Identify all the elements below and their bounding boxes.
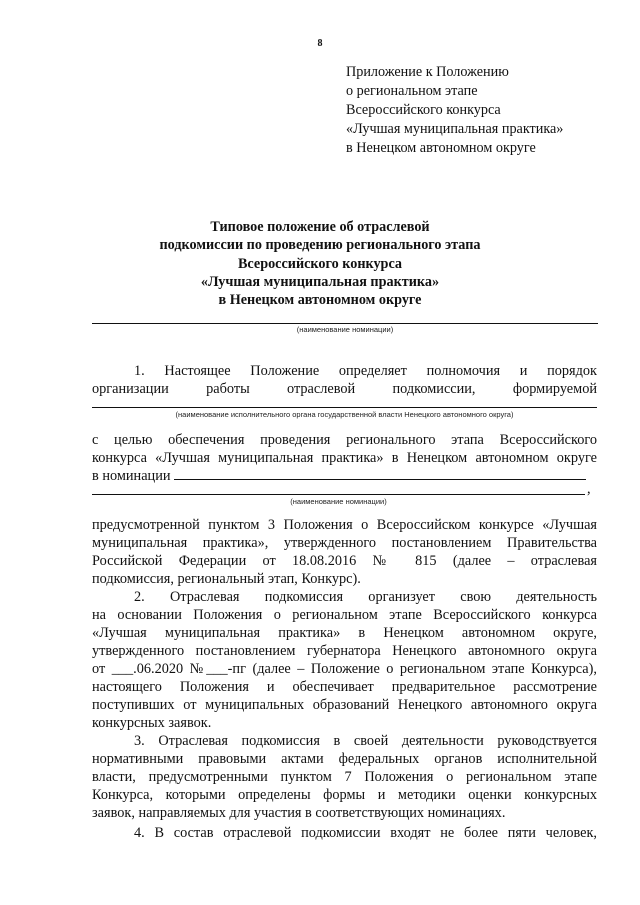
title-line: в Ненецком автономном округе [218, 292, 422, 309]
nomination-caption-2: (наименование номинации) [290, 497, 387, 506]
title-line: Всероссийского конкурса [237, 255, 403, 272]
appendix-heading [346, 63, 616, 158]
paragraph-2-line: конкурсных заявок. [92, 715, 212, 731]
appendix-line: о региональном этапе [346, 83, 478, 99]
appendix-line: «Лучшая муниципальная практика» [346, 121, 564, 137]
appendix-line: Всероссийского конкурса [346, 102, 501, 118]
paragraph-2-line: поступивших от муниципальных образований Ненецкого автономного округа [92, 697, 597, 713]
nomination-blank-line [92, 323, 598, 324]
paragraph-3-line: Конкурса, которыми определены формы и методики оценки конкурсных [92, 787, 597, 803]
paragraph-2-line: «Лучшая муниципальная практика» в Ненецком автономном округе, [92, 625, 597, 641]
paragraph-3-line: заявок, направляемых для участия в соответствующих номинациях. [92, 805, 506, 821]
authority-caption: (наименование исполнительного органа государственной власти Ненецкого автономного округа) [175, 410, 514, 419]
paragraph-1-line: конкурса «Лучшая муниципальная практика» в Ненецком автономном округе [92, 450, 597, 466]
appendix-line: в Ненецком автономном округе [346, 140, 536, 156]
paragraph-2-line: утвержденного постановлением губернатора Ненецкого автономного округа [92, 643, 597, 659]
paragraph-3-line: нормативными правовыми актами федеральных органов исполнительной [92, 751, 597, 767]
title-line: подкомиссии по проведению регионального этапа [159, 237, 481, 254]
nomination-fill-line [174, 479, 586, 480]
paragraph-3-line: власти, предусмотренными пунктом 7 Положения о региональном этапе [92, 769, 597, 785]
title-line: «Лучшая муниципальная практика» [200, 273, 440, 290]
appendix-line: Приложение к Положению [346, 64, 509, 80]
paragraph-1-line: Российской Федерации от 18.08.2016 № 815 (далее – отраслевая [92, 553, 597, 569]
paragraph-1-line: организации работы отраслевой подкомиссии, формируемой [92, 381, 597, 397]
paragraph-2-line: 2. Отраслевая подкомиссия организует свою деятельность [134, 589, 597, 605]
paragraph-1-line: 1. Настоящее Положение определяет полномочия и порядок [134, 363, 597, 379]
paragraph-1-line [92, 467, 597, 485]
paragraph-2-line: от ___.06.2020 №___-пг (далее – Положение о региональном этапе Конкурса), [92, 661, 597, 677]
nomination-caption: (наименование номинации) [296, 325, 394, 334]
nomination-comma: , [587, 481, 591, 497]
authority-blank-line [92, 407, 597, 408]
paragraph-1-line: предусмотренной пунктом 3 Положения о Всероссийском конкурсе «Лучшая [92, 517, 597, 533]
title-line: Типовое положение об отраслевой [210, 219, 430, 235]
document-title [90, 218, 550, 309]
paragraph-1-line: подкомиссия, региональный этап, Конкурс). [92, 571, 361, 587]
paragraph-2-line: настоящего Положения и обеспечивает предварительное рассмотрение [92, 679, 597, 695]
nomination-blank-line-2 [92, 494, 585, 495]
paragraph-4-line: 4. В состав отраслевой подкомиссии входят не более пяти человек, [134, 825, 597, 841]
paragraph-3-line: 3. Отраслевая подкомиссия в своей деятельности руководствуется [134, 733, 597, 749]
paragraph-1-line: с целью обеспечения проведения регионального этапа Всероссийского [92, 432, 597, 448]
paragraph-1-line: муниципальная практика», утвержденного постановлением Правительства [92, 535, 597, 551]
paragraph-2-line: на основании Положения о региональном этапе Всероссийского конкурса [92, 607, 597, 623]
nomination-label: в номинации [92, 468, 171, 484]
page-number: 8 [317, 38, 323, 49]
